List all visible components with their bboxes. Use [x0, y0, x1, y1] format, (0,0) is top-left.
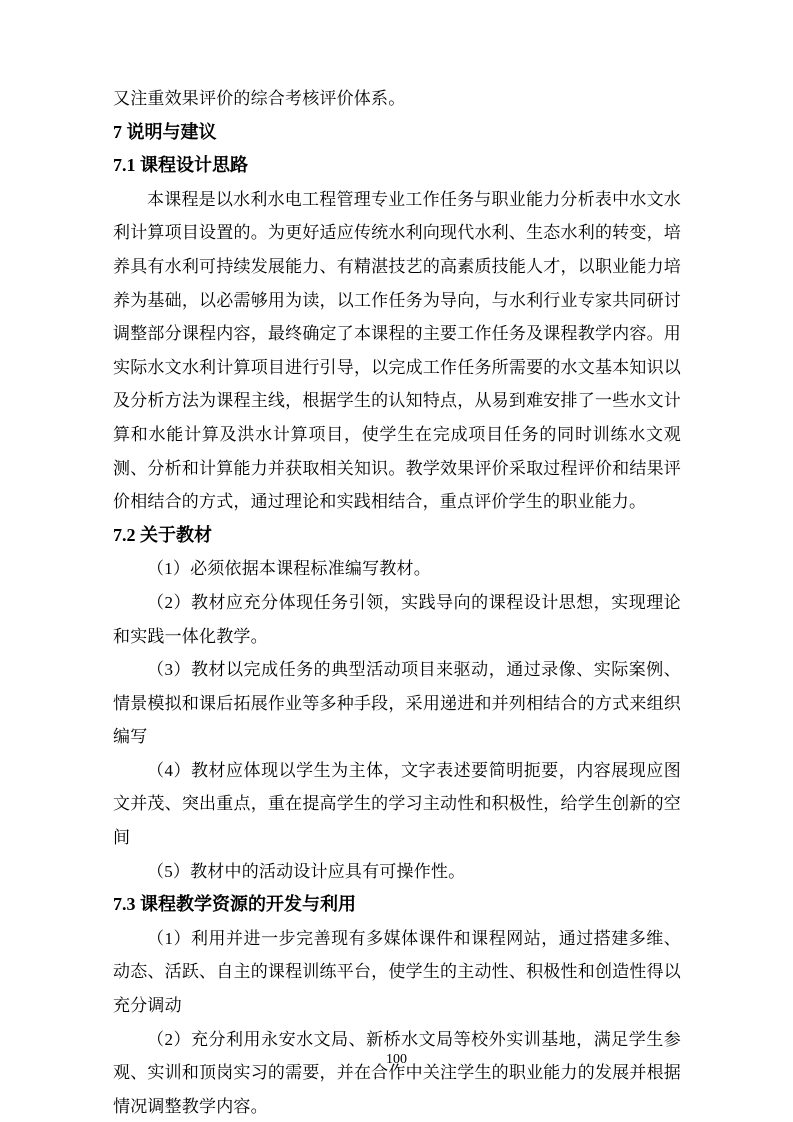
paragraph-textbook-item-2: （2）教材应充分体现任务引领，实践导向的课程设计思想，实现理论和实践一体化教学。	[113, 592, 681, 646]
paragraph-course-design: 本课程是以水利水电工程管理专业工作任务与职业能力分析表中水文水利计算项目设置的。为更好适应传统水利向现代水利、生态水利的转变，培养具有水利可持续发展能力、有精湛技艺的高素质技能人才，以职业能力培养为基础，以必需够用为读，以工作任务为导向，与水利行业专家共同研讨调整部分课程内容，最终确定了本课程的主要工作任务及课程教学内容。用实际水文水利计算项目进行引导，以完成工作任务所需要的水文基本知识以及分析方法为课程主线，根据学生的认知特点，从易到难安排了一些水文计算和水能计算及洪水计算项目，使学生在完成项目任务的同时训练水文观测、分析和计算能力并获取相关知识。教学效果评价采取过程评价和结果评价相结合的方式，通过理论和实践相结合，重点评价学生的职业能力。	[113, 189, 681, 512]
section-heading-7-1: 7.1 课程设计思路	[113, 155, 248, 176]
paragraph-resources-item-1: （1）利用并进一步完善现有多媒体课件和课程网站，通过搭建多维、动态、活跃、自主的课程训练平台，使学生的主动性、积极性和创造性得以充分调动	[113, 928, 681, 1016]
paragraph-textbook-item-3: （3）教材以完成任务的典型活动项目来驱动，通过录像、实际案例、情景模拟和课后拓展作业等多种手段，采用递进和并列相结合的方式来组织编写	[113, 660, 681, 747]
paragraph-textbook-item-4: （4）教材应体现以学生为主体，文字表述要简明扼要，内容展现应图文并茂、突出重点，重在提高学生的学习主动性和积极性，给学生创新的空间	[113, 760, 681, 848]
page-number: 100	[386, 1052, 407, 1067]
paragraph-resources-item-2: （2）充分利用永安水文局、新桥水文局等校外实训基地，满足学生参观、实训和顶岗实习的需要，并在合作中关注学生的职业能力的发展并根据情况调整教学内容。	[113, 1029, 681, 1116]
document-content	[113, 82, 681, 1122]
paragraph-textbook-item-5: （5）教材中的活动设计应具有可操作性。	[147, 861, 466, 881]
section-heading-7-2: 7.2 关于教材	[113, 524, 212, 545]
paragraph-textbook-item-1: （1）必须依据本课程标准编写教材。	[147, 559, 431, 579]
section-heading-7-3: 7.3 课程教学资源的开发与利用	[113, 894, 356, 915]
paragraph-continuation: 又注重效果评价的综合考核评价体系。	[113, 89, 406, 108]
section-heading-7: 7 说明与建议	[113, 121, 217, 142]
